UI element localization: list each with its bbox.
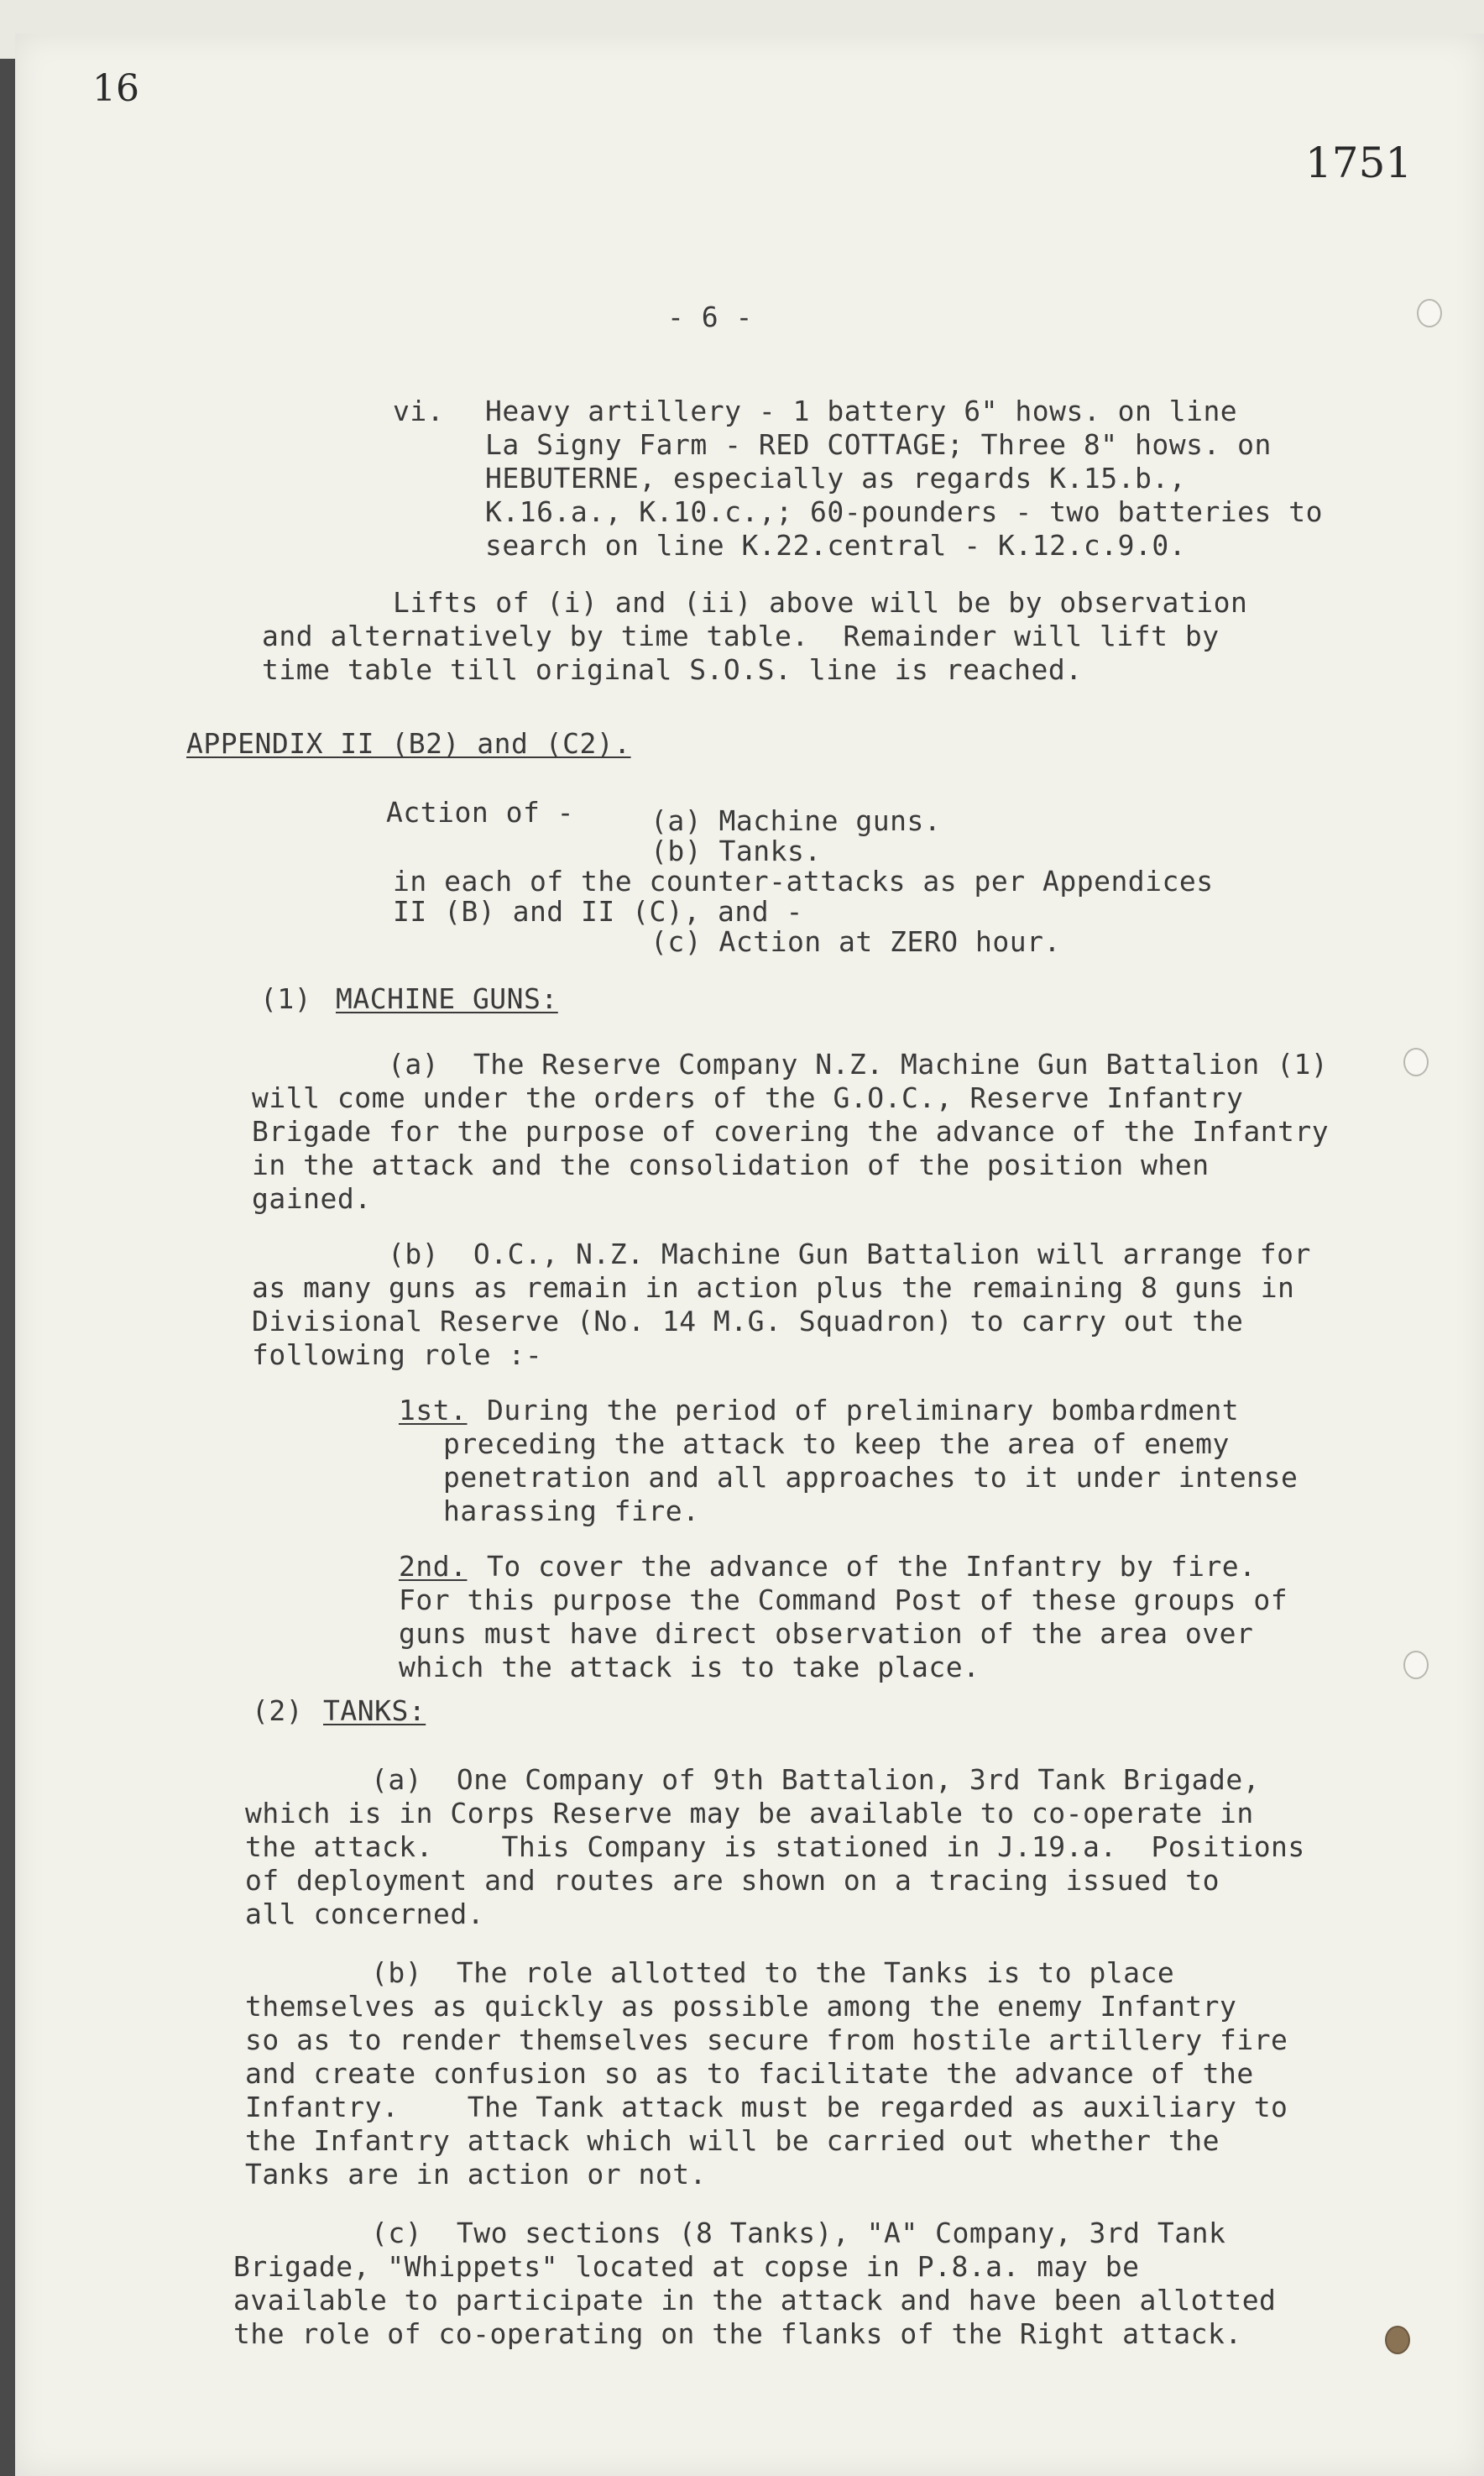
- folio-right: 1751: [1305, 139, 1413, 187]
- para-vi-line: K.16.a., K.10.c.,; 60-pounders - two batteries to: [485, 495, 1324, 528]
- mg-a-line: Brigade for the purpose of covering the advance of the Infantry: [252, 1115, 1330, 1148]
- lifts-line: Lifts of (i) and (ii) above will be by observation: [393, 586, 1248, 619]
- mg-b-line: (b) O.C., N.Z. Machine Gun Battalion will arrange for: [388, 1238, 1311, 1270]
- first-line: penetration and all approaches to it under intense: [443, 1461, 1298, 1494]
- tanks-a-line: which is in Corps Reserve may be available to co-operate in: [245, 1797, 1254, 1830]
- page-number: - 6 -: [667, 301, 753, 333]
- tanks-a-line: of deployment and routes are shown on a tracing issued to: [245, 1864, 1220, 1897]
- second-label: 2nd.: [399, 1550, 468, 1583]
- punch-hole: [1403, 1651, 1429, 1679]
- tanks-heading-num: (2): [252, 1694, 304, 1727]
- action-label: Action of -: [386, 796, 575, 829]
- first-line: preceding the attack to keep the area of enemy: [443, 1427, 1230, 1460]
- tanks-b-line: (b) The role allotted to the Tanks is to place: [371, 1956, 1175, 1989]
- appendix-heading: APPENDIX II (B2) and (C2).: [186, 727, 631, 760]
- second-line: which the attack is to take place.: [399, 1651, 980, 1683]
- tanks-b-line: and create confusion so as to facilitate the advance of the: [245, 2057, 1254, 2090]
- para-vi-line: search on line K.22.central - K.12.c.9.0.: [485, 529, 1187, 562]
- second-line: For this purpose the Command Post of these groups of: [399, 1583, 1288, 1616]
- tanks-b-line: Infantry. The Tank attack must be regarded as auxiliary to: [245, 2091, 1288, 2123]
- tanks-b-line: Tanks are in action or not.: [245, 2158, 707, 2191]
- mg-b-line: as many guns as remain in action plus the remaining 8 guns in: [252, 1271, 1295, 1304]
- mg-b-line: Divisional Reserve (No. 14 M.G. Squadron) to carry out the: [252, 1305, 1244, 1337]
- mg-heading-num: (1): [260, 982, 312, 1015]
- tanks-b-line: so as to render themselves secure from hostile artillery fire: [245, 2023, 1288, 2056]
- mg-b-line: following role :-: [252, 1338, 543, 1371]
- mg-a-line: will come under the orders of the G.O.C., Reserve Infantry: [252, 1081, 1244, 1114]
- punch-hole: [1403, 1048, 1429, 1076]
- tanks-a-line: (a) One Company of 9th Battalion, 3rd Tank Brigade,: [371, 1763, 1261, 1796]
- tanks-c-line: the role of co-operating on the flanks of the Right attack.: [233, 2317, 1242, 2350]
- tanks-a-line: all concerned.: [245, 1898, 485, 1930]
- first-line: harassing fire.: [443, 1494, 700, 1527]
- first-label: 1st.: [399, 1394, 468, 1426]
- first-line: During the period of preliminary bombardment: [487, 1394, 1240, 1426]
- action-b: (b) Tanks.: [651, 835, 822, 867]
- tanks-b-line: themselves as quickly as possible among the enemy Infantry: [245, 1990, 1237, 2023]
- action-c: (c) Action at ZERO hour.: [651, 925, 1061, 958]
- mg-a-line: gained.: [252, 1182, 372, 1215]
- lifts-line: and alternatively by time table. Remainder will lift by: [262, 620, 1220, 652]
- action-a: (a) Machine guns.: [651, 804, 942, 837]
- folio-left: 16: [92, 67, 139, 110]
- second-line: guns must have direct observation of the area over: [399, 1617, 1254, 1650]
- tanks-heading: TANKS:: [323, 1694, 426, 1727]
- tanks-c-line: (c) Two sections (8 Tanks), "A" Company, 3rd Tank: [371, 2217, 1226, 2249]
- punch-hole: [1385, 2326, 1410, 2354]
- mg-a-line: (a) The Reserve Company N.Z. Machine Gun Battalion (1): [388, 1048, 1329, 1081]
- action-line4: II (B) and II (C), and -: [393, 895, 803, 928]
- tanks-c-line: available to participate in the attack and have been allotted: [233, 2284, 1277, 2316]
- para-vi-line: La Signy Farm - RED COTTAGE; Three 8" hows. on: [485, 428, 1272, 461]
- second-line: To cover the advance of the Infantry by fire.: [487, 1550, 1257, 1583]
- tanks-c-line: Brigade, "Whippets" located at copse in P.8.a. may be: [233, 2250, 1140, 2283]
- lifts-line: time table till original S.O.S. line is reached.: [262, 653, 1083, 686]
- para-vi-line: HEBUTERNE, especially as regards K.15.b.,: [485, 462, 1187, 495]
- para-vi-marker: vi.: [393, 395, 445, 427]
- mg-heading: MACHINE GUNS:: [336, 982, 558, 1015]
- action-line3: in each of the counter-attacks as per Appendices: [393, 865, 1214, 898]
- tanks-a-line: the attack. This Company is stationed in J.19.a. Positions: [245, 1830, 1305, 1863]
- para-vi-line: Heavy artillery - 1 battery 6" hows. on line: [485, 395, 1238, 427]
- tanks-b-line: the Infantry attack which will be carried out whether the: [245, 2124, 1220, 2157]
- punch-hole: [1417, 299, 1442, 327]
- mg-a-line: in the attack and the consolidation of the position when: [252, 1149, 1210, 1181]
